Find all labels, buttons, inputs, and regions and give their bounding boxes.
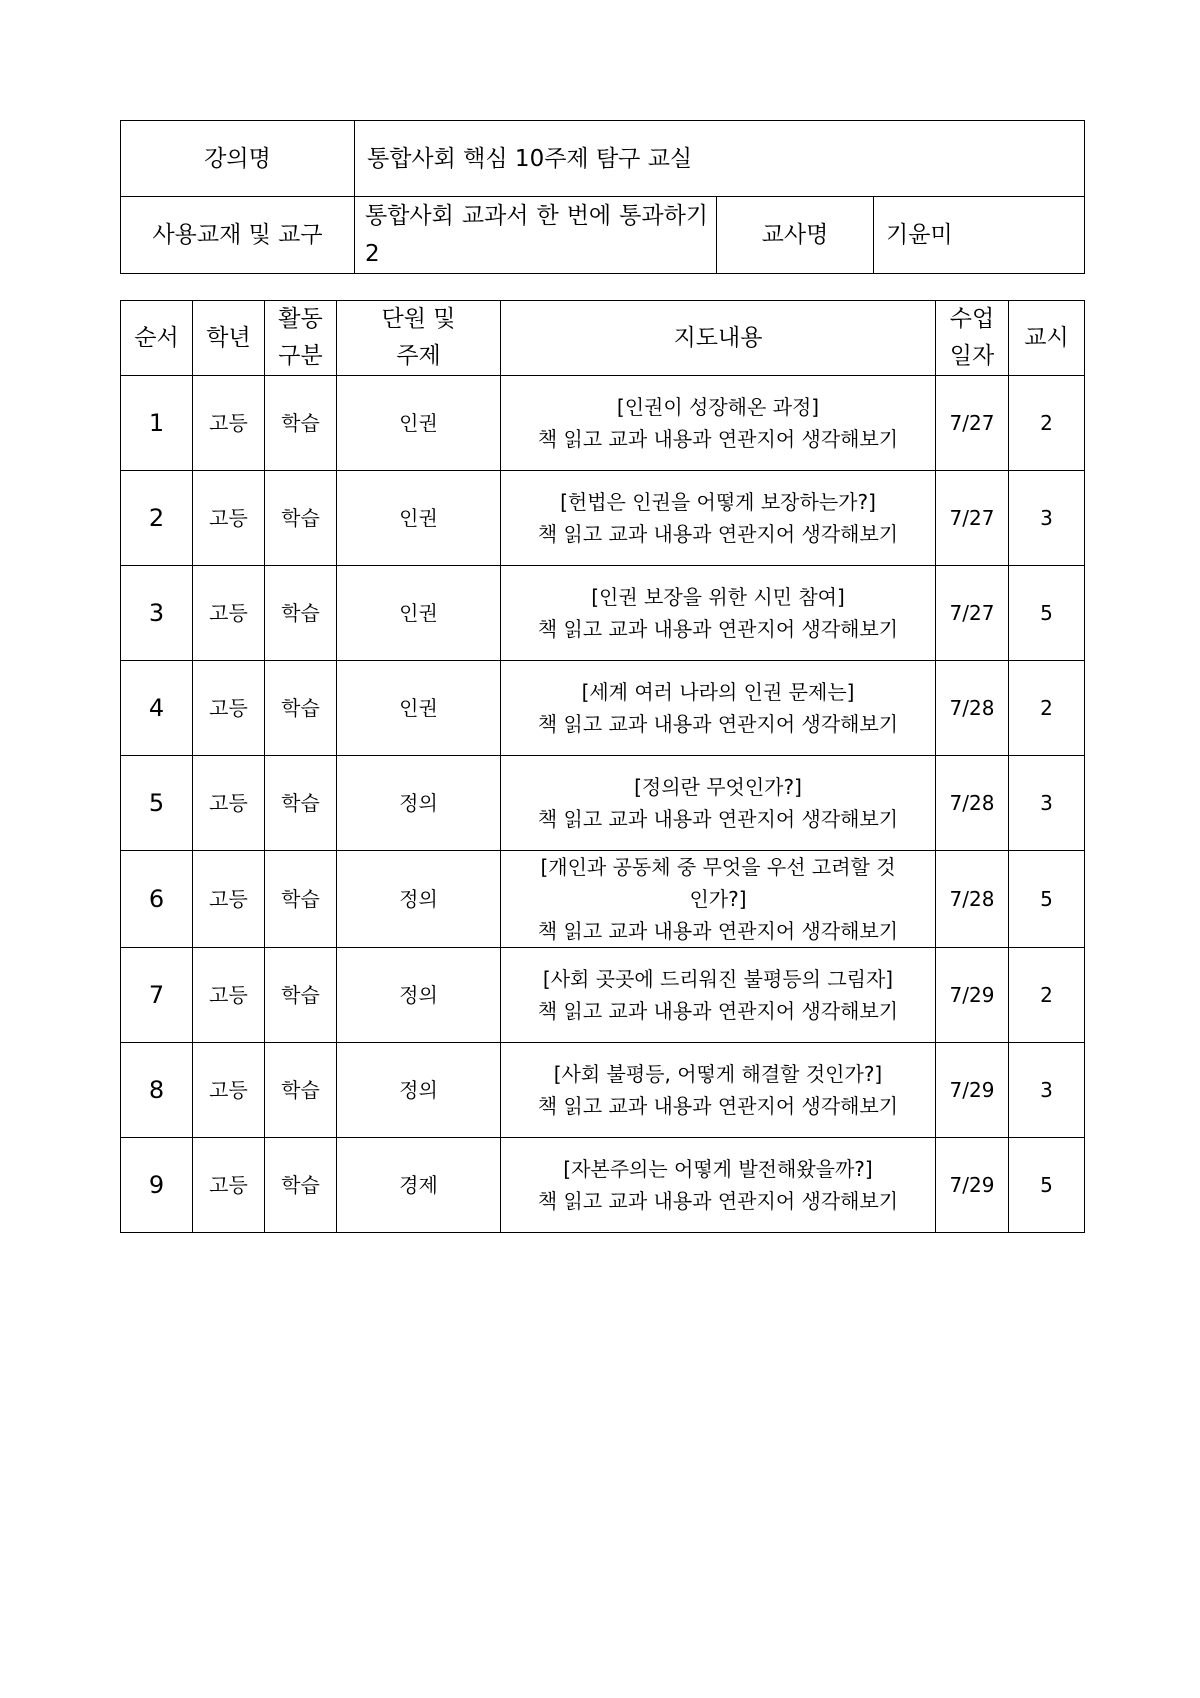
row-desc: 책 읽고 교과 내용과 연관지어 생각해보기 xyxy=(537,712,899,736)
row-activity: 학습 xyxy=(265,851,337,948)
row-period: 3 xyxy=(1009,756,1085,851)
header-unit-line2: 주제 xyxy=(396,343,441,369)
materials-value: 통합사회 교과서 한 번에 통과하기 2 xyxy=(355,197,717,274)
header-activity xyxy=(265,301,337,376)
row-order: 2 xyxy=(121,471,193,566)
header-date-line2: 일자 xyxy=(949,343,995,369)
teacher-name: 기윤미 xyxy=(874,197,1085,274)
row-title: [사회 곳곳에 드리워진 불평등의 그림자] xyxy=(542,967,894,991)
row-grade: 고등 xyxy=(193,471,265,566)
row-desc: 책 읽고 교과 내용과 연관지어 생각해보기 xyxy=(537,427,899,451)
table-row xyxy=(121,566,1085,661)
row-title: [인권 보장을 위한 시민 참여] xyxy=(591,585,845,609)
row-content xyxy=(501,471,936,566)
row-unit: 인권 xyxy=(337,566,501,661)
row-activity: 학습 xyxy=(265,1138,337,1233)
table-row xyxy=(121,376,1085,471)
row-grade: 고등 xyxy=(193,851,265,948)
row-desc: 책 읽고 교과 내용과 연관지어 생각해보기 xyxy=(537,999,899,1023)
row-grade: 고등 xyxy=(193,566,265,661)
table-row xyxy=(121,948,1085,1043)
header-content: 지도내용 xyxy=(501,301,936,376)
table-row xyxy=(121,661,1085,756)
row-unit: 정의 xyxy=(337,948,501,1043)
header-order: 순서 xyxy=(121,301,193,376)
header-activity-line2: 구분 xyxy=(278,343,323,369)
course-label: 강의명 xyxy=(121,121,355,197)
row-grade: 고등 xyxy=(193,376,265,471)
header-unit-line1: 단원 및 xyxy=(381,306,456,332)
row-content xyxy=(501,1043,936,1138)
row-activity: 학습 xyxy=(265,566,337,661)
row-period: 2 xyxy=(1009,948,1085,1043)
row-date: 7/27 xyxy=(936,376,1009,471)
header-grade: 학년 xyxy=(193,301,265,376)
row-period: 2 xyxy=(1009,661,1085,756)
table-row xyxy=(121,471,1085,566)
row-grade: 고등 xyxy=(193,1138,265,1233)
row-desc: 책 읽고 교과 내용과 연관지어 생각해보기 xyxy=(537,522,899,546)
row-activity: 학습 xyxy=(265,471,337,566)
row-period: 5 xyxy=(1009,566,1085,661)
row-order: 8 xyxy=(121,1043,193,1138)
teacher-label: 교사명 xyxy=(717,197,874,274)
row-unit: 인권 xyxy=(337,661,501,756)
row-date: 7/27 xyxy=(936,471,1009,566)
row-content xyxy=(501,566,936,661)
row-unit: 정의 xyxy=(337,851,501,948)
course-name: 통합사회 핵심 10주제 탐구 교실 xyxy=(355,121,1085,197)
row-activity: 학습 xyxy=(265,376,337,471)
row-unit: 정의 xyxy=(337,756,501,851)
row-title: [사회 불평등, 어떻게 해결할 것인가?] xyxy=(553,1062,883,1086)
row-date: 7/29 xyxy=(936,1043,1009,1138)
row-desc: 책 읽고 교과 내용과 연관지어 생각해보기 xyxy=(537,617,899,641)
row-desc: 책 읽고 교과 내용과 연관지어 생각해보기 xyxy=(537,919,899,943)
row-desc: 책 읽고 교과 내용과 연관지어 생각해보기 xyxy=(537,1189,899,1213)
row-title: [헌법은 인권을 어떻게 보장하는가?] xyxy=(560,490,876,514)
materials-row xyxy=(121,197,1085,274)
header-activity-line1: 활동 xyxy=(278,306,323,332)
row-grade: 고등 xyxy=(193,948,265,1043)
row-date: 7/28 xyxy=(936,756,1009,851)
header-unit xyxy=(337,301,501,376)
course-name-row xyxy=(121,121,1085,197)
row-date: 7/29 xyxy=(936,948,1009,1043)
row-order: 1 xyxy=(121,376,193,471)
row-order: 9 xyxy=(121,1138,193,1233)
row-date: 7/28 xyxy=(936,851,1009,948)
row-activity: 학습 xyxy=(265,756,337,851)
row-period: 2 xyxy=(1009,376,1085,471)
row-date: 7/29 xyxy=(936,1138,1009,1233)
schedule-table xyxy=(120,300,1085,1233)
materials-label: 사용교재 및 교구 xyxy=(121,197,355,274)
row-content xyxy=(501,948,936,1043)
row-period: 3 xyxy=(1009,1043,1085,1138)
row-title: [정의란 무엇인가?] xyxy=(634,775,802,799)
row-date: 7/28 xyxy=(936,661,1009,756)
row-content xyxy=(501,851,936,948)
row-order: 4 xyxy=(121,661,193,756)
row-desc: 책 읽고 교과 내용과 연관지어 생각해보기 xyxy=(537,807,899,831)
row-title: [자본주의는 어떻게 발전해왔을까?] xyxy=(563,1157,873,1181)
table-row xyxy=(121,851,1085,948)
row-title: [인권이 성장해온 과정] xyxy=(616,395,820,419)
row-grade: 고등 xyxy=(193,661,265,756)
header-period: 교시 xyxy=(1009,301,1085,376)
table-row xyxy=(121,1138,1085,1233)
row-title: [세계 여러 나라의 인권 문제는] xyxy=(581,680,855,704)
row-activity: 학습 xyxy=(265,661,337,756)
row-grade: 고등 xyxy=(193,1043,265,1138)
row-unit: 경제 xyxy=(337,1138,501,1233)
row-content xyxy=(501,661,936,756)
row-grade: 고등 xyxy=(193,756,265,851)
row-content xyxy=(501,376,936,471)
row-activity: 학습 xyxy=(265,948,337,1043)
row-unit: 인권 xyxy=(337,376,501,471)
row-unit: 인권 xyxy=(337,471,501,566)
row-desc: 책 읽고 교과 내용과 연관지어 생각해보기 xyxy=(537,1094,899,1118)
row-period: 5 xyxy=(1009,851,1085,948)
table-row xyxy=(121,756,1085,851)
row-date: 7/27 xyxy=(936,566,1009,661)
row-content xyxy=(501,1138,936,1233)
header-date xyxy=(936,301,1009,376)
row-order: 5 xyxy=(121,756,193,851)
schedule-header-row xyxy=(121,301,1085,376)
table-row xyxy=(121,1043,1085,1138)
header-date-line1: 수업 xyxy=(949,306,995,332)
row-content xyxy=(501,756,936,851)
row-title: [개인과 공동체 중 무엇을 우선 고려할 것인가?] xyxy=(540,855,896,911)
row-period: 3 xyxy=(1009,471,1085,566)
course-info-table xyxy=(120,120,1085,274)
row-order: 6 xyxy=(121,851,193,948)
row-activity: 학습 xyxy=(265,1043,337,1138)
row-order: 3 xyxy=(121,566,193,661)
row-unit: 정의 xyxy=(337,1043,501,1138)
row-order: 7 xyxy=(121,948,193,1043)
row-period: 5 xyxy=(1009,1138,1085,1233)
